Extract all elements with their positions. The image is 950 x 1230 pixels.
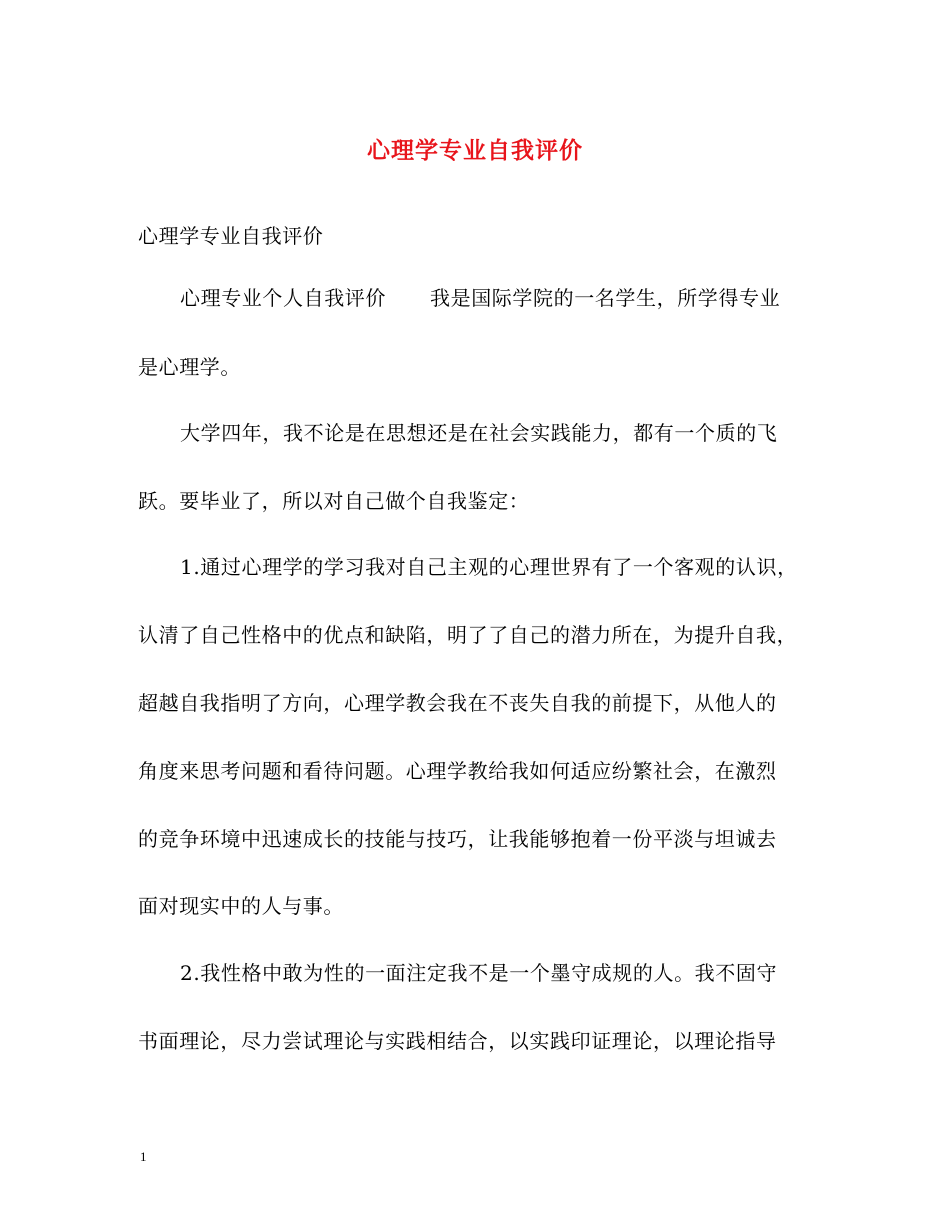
paragraph-line: 角度来思考问题和看待问题。心理学教给我如何适应纷繁社会，在激烈 <box>138 759 777 783</box>
document-title: 心理学专业自我评价 <box>367 137 583 164</box>
paragraph-line: 大学四年，我不论是在思想还是在社会实践能力，都有一个质的飞 <box>180 421 778 445</box>
paragraph-line <box>180 285 780 311</box>
page-number: 1 <box>140 1149 147 1164</box>
paragraph-line: 认清了自己性格中的优点和缺陷，明了了自己的潜力所在，为提升自我， <box>138 623 798 647</box>
paragraph-line: 的竞争环境中迅速成长的技能与技巧，让我能够抱着一份平淡与坦诚去 <box>138 827 777 851</box>
paragraph-line: 1.通过心理学的学习我对自己主观的心理世界有了一个客观的认识， <box>180 555 798 579</box>
paragraph-line: 2.我性格中敢为性的一面注定我不是一个墨守成规的人。我不固守 <box>180 961 778 985</box>
paragraph-line: 书面理论，尽力尝试理论与实践相结合，以实践印证理论，以理论指导 <box>138 1029 777 1053</box>
paragraph-line: 是心理学。 <box>138 355 241 379</box>
paragraph-line: 跃。要毕业了，所以对自己做个自我鉴定： <box>138 489 530 513</box>
paragraph-heading: 心理专业个人自我评价 <box>180 286 386 310</box>
document-subtitle: 心理学专业自我评价 <box>138 224 324 248</box>
paragraph-line: 面对现实中的人与事。 <box>138 894 344 918</box>
paragraph-line: 超越自我指明了方向，心理学教会我在不丧失自我的前提下，从他人的 <box>138 691 777 715</box>
paragraph-text: 我是国际学院的一名学生，所学得专业 <box>430 286 781 310</box>
